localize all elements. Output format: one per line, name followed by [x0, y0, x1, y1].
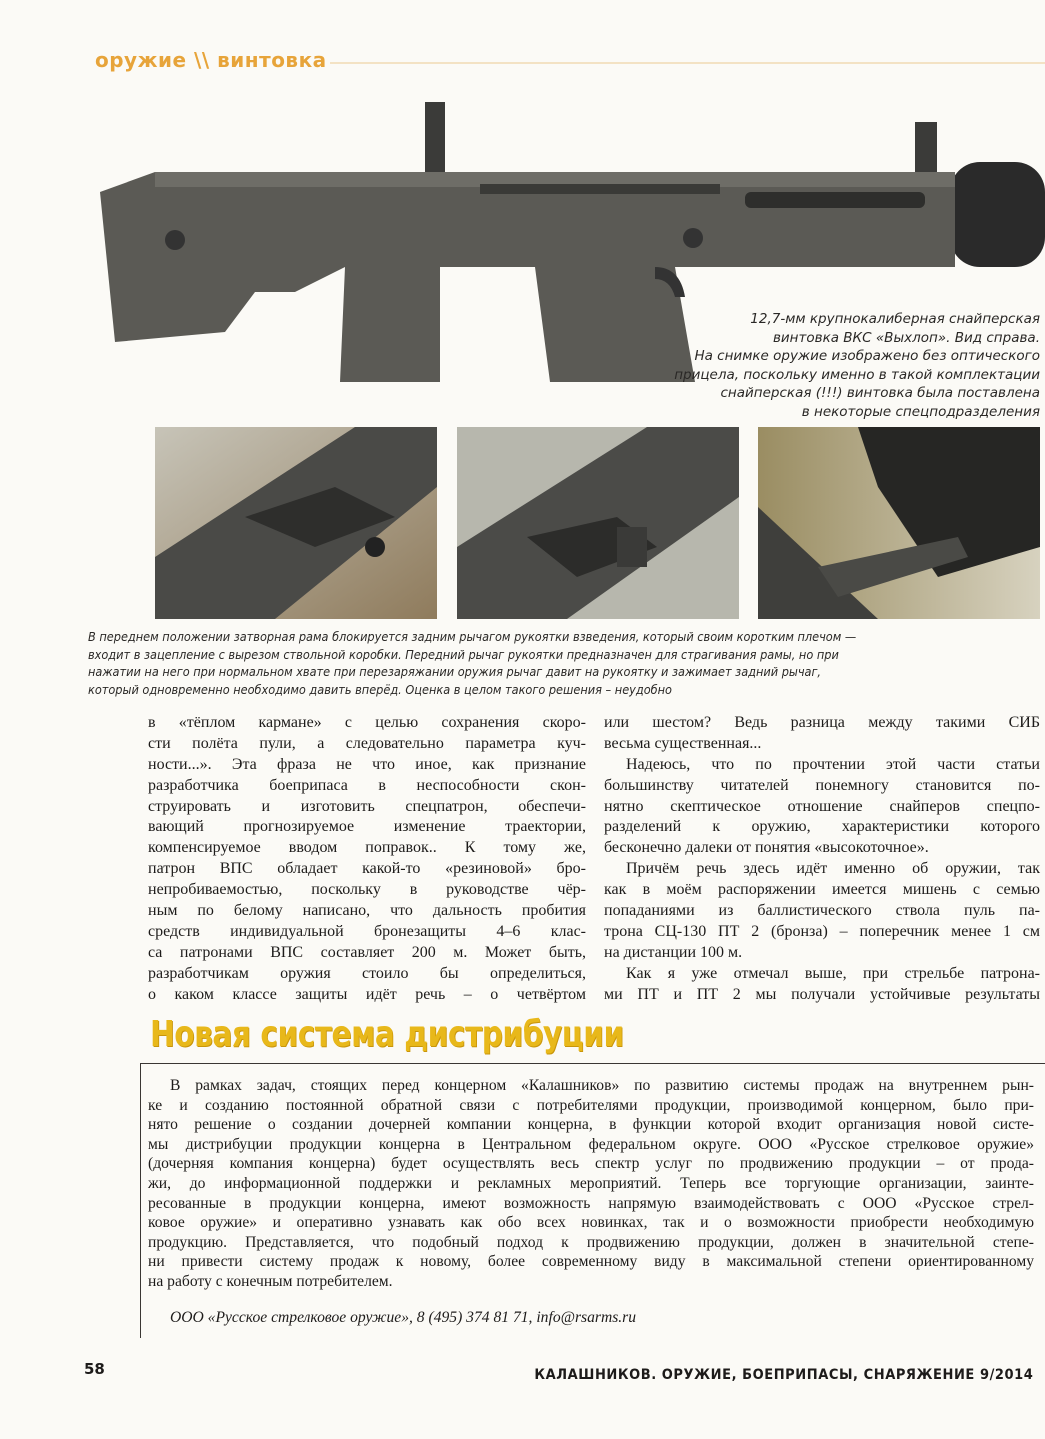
- text-line: струировать и изготовить спецпатрон, обеспечи-: [148, 797, 586, 815]
- text-line: ным по белому написано, что дальность пробития: [148, 902, 586, 920]
- caption-line: В переднем положении затворная рама блокируется задним рычагом рукоятки взведения, который своим коротким плечом —: [88, 629, 857, 644]
- box-heading: Новая система дистрибуции: [150, 1014, 624, 1055]
- detail-photo-2: [457, 427, 739, 619]
- rifle-caption: [600, 310, 1040, 421]
- text-line: Как я уже отмечал выше, при стрельбе патрона-: [626, 964, 1040, 982]
- text-line: ности...». Эта фраза не что иное, как признание: [148, 755, 586, 773]
- article-column-left: [148, 713, 586, 1005]
- text-line: большинству читателей понемногу становится по-: [604, 776, 1040, 794]
- text-line: нято решение о создании дочерней компании концерна, в функции которой входит организация новой систе-: [148, 1116, 1034, 1134]
- text-line: продукцию. Представляется, что подобный подход к продвижению продукции, должен в значительной степе-: [148, 1233, 1034, 1251]
- text-line: ни привести систему продаж к новому, более современному виду в максимальной степени ориентированному: [148, 1253, 1034, 1271]
- text-line: ресованные в продукции концерна, имеют возможность напрямую взаимодействовать с ООО «Русское стрел-: [148, 1194, 1034, 1212]
- text-line: жи, до информационной поддержки и рекламных мероприятий. Теперь все торгующие организации, заинте-: [148, 1174, 1034, 1192]
- text-line: нятно скептическое отношение снайперов спецпо-: [604, 797, 1040, 815]
- caption-line: который одновременно необходимо давить вперёд. Оценка в целом такого решения – неудобно: [88, 681, 672, 697]
- text-line: Надеюсь, что по прочтении этой части статьи: [626, 755, 1040, 773]
- text-line: вающий прогнозируемое изменение траектории,: [148, 818, 586, 836]
- article-column-right: [604, 713, 1040, 1005]
- text-line: (дочерняя компания концерна) будет осуществлять весь спектр услуг по продвижению продукции – от прода-: [148, 1155, 1034, 1173]
- box-body: [148, 1076, 1034, 1292]
- caption-line: в некоторые спецподразделения: [801, 403, 1040, 420]
- section-rule: [330, 62, 1045, 64]
- text-line: ковое оружие» и оперативно узнавать как обо всех новинках, так и о возможности приобрести необходимую: [148, 1214, 1034, 1232]
- detail-photo-1: [155, 427, 437, 619]
- text-line: са патронами ВПС составляет 200 м. Может быть,: [148, 943, 586, 961]
- text-line: сти полёта пули, а следовательно параметра куч-: [148, 734, 586, 752]
- text-line: компенсируемое вводом поправок.. К тому же,: [148, 839, 586, 857]
- caption-line: винтовка ВКС «Выхлоп». Вид справа.: [772, 329, 1040, 346]
- text-line: весьма существенная...: [604, 734, 762, 752]
- caption-line: снайперская (!!!) винтовка была поставлена: [720, 385, 1040, 401]
- text-line: или шестом? Ведь разница между такими СИБ: [604, 714, 1040, 731]
- text-line: трона СЦ-130 ПТ 2 (бронза) – поперечник менее 1 см: [604, 922, 1040, 940]
- text-line: в «тёплом кармане» с целью сохранения скоро-: [148, 714, 586, 731]
- detail-photo-3: [758, 427, 1040, 619]
- text-line: патрон ВПС обладает какой-то «резиновой» бро-: [148, 860, 586, 878]
- page-number: 58: [84, 1360, 105, 1378]
- caption-line: входит в зацепление с вырезом ствольной коробки. Передний рычаг рукоятки предназначен для страгивания рамы, но при: [88, 646, 839, 662]
- text-line: на дистанции 100 м.: [604, 943, 743, 961]
- text-line: попаданиями из баллистического ствола пуль па-: [604, 902, 1040, 920]
- text-line: бесконечно далеки от понятия «высокоточное».: [604, 839, 929, 857]
- text-line: разделений к оружию, характеристики которого: [604, 818, 1040, 836]
- text-line: средств индивидуальной бронезащиты 4–6 клас-: [148, 922, 586, 940]
- text-line: В рамках задач, стоящих перед концерном «Калашников» по развитию системы продаж на внутреннем рын-: [170, 1077, 1034, 1094]
- text-line: разработчика боеприпаса в неспособности скон-: [148, 776, 586, 794]
- text-line: ке и созданию постоянной обратной связи с потребителями продукции, производимой концерном, было при-: [148, 1096, 1034, 1114]
- caption-line: нажатии на него при нормальном хвате при перезаряжании оружия рычаг давит на рукоятку и зажимает задний рычаг,: [88, 664, 822, 679]
- text-line: ми ПТ и ПТ 2 мы получали устойчивые результаты: [604, 985, 1040, 1003]
- caption-line: прицела, поскольку именно в такой комплектации: [674, 366, 1040, 383]
- section-header: оружие \\ винтовка: [95, 48, 327, 72]
- text-line: разработчикам оружия стоило бы определиться,: [148, 964, 586, 982]
- text-line: о каком классе защиты идёт речь – о четвёртом: [148, 985, 586, 1003]
- text-line: как в моём распоряжении имеется мишень с семью: [604, 881, 1040, 899]
- magazine-title: КАЛАШНИКОВ. ОРУЖИЕ, БОЕПРИПАСЫ, СНАРЯЖЕНИЕ 9/2014: [534, 1367, 1033, 1383]
- caption-line: На снимке оружие изображено без оптического: [694, 348, 1040, 364]
- text-line: непробиваемостью, поскольку в руководстве чёр-: [148, 881, 586, 899]
- text-line: на работу с конечным потребителем.: [148, 1272, 393, 1290]
- box-contact: ООО «Русское стрелковое оружие», 8 (495) 374 81 71, info@rsarms.ru: [170, 1309, 637, 1326]
- caption-line: 12,7-мм крупнокалиберная снайперская: [750, 311, 1040, 327]
- text-line: Причём речь здесь идёт именно об оружии, так: [626, 860, 1040, 878]
- text-line: мы дистрибуции продукции концерна в Центральном федеральном округе. ООО «Русское стрелковое оружие»: [148, 1135, 1034, 1153]
- photos-caption: [88, 628, 1043, 698]
